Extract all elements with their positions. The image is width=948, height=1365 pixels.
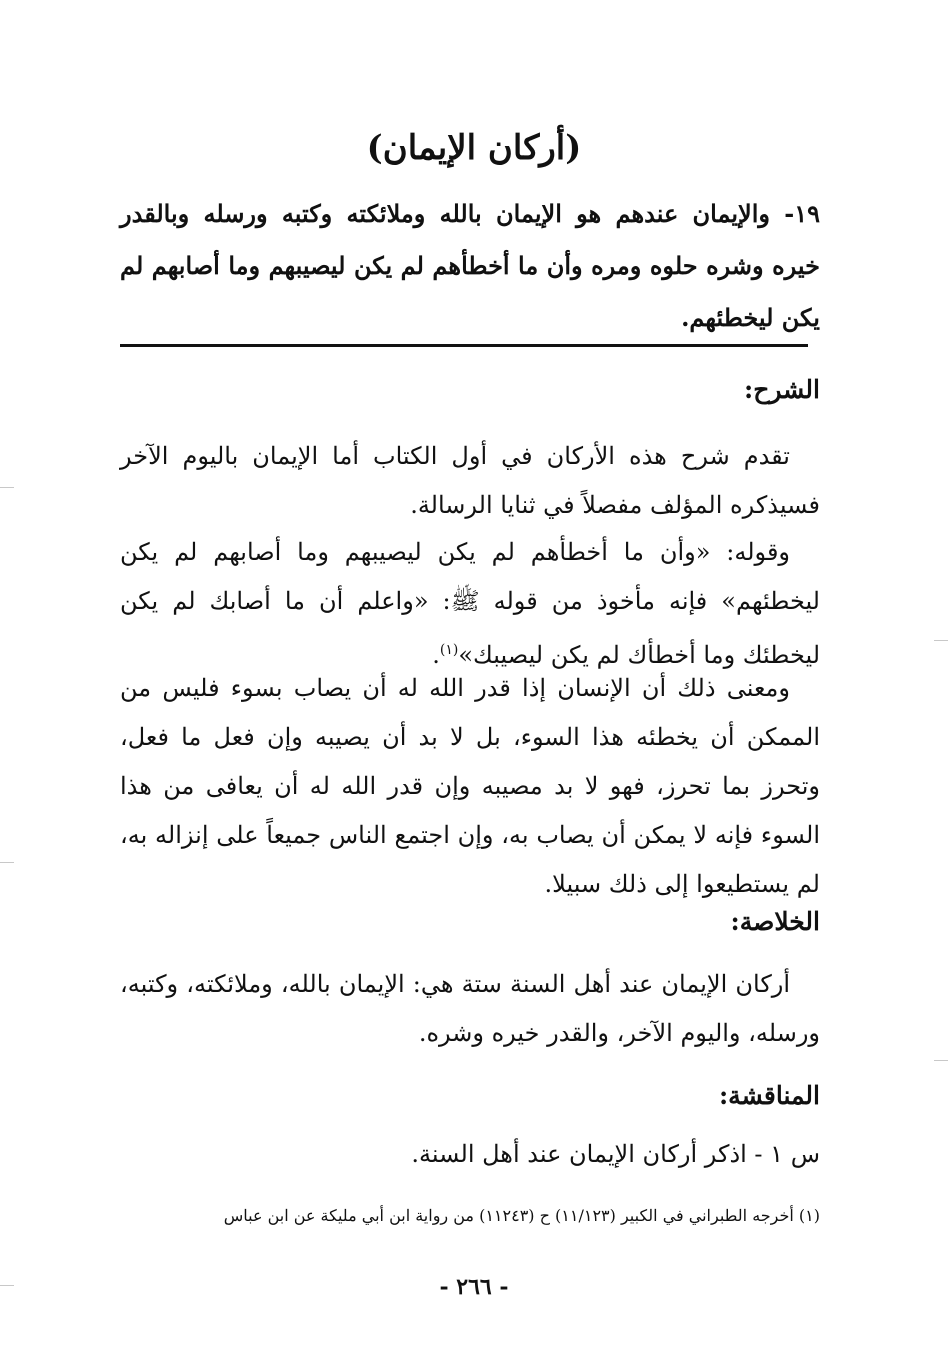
footnote: (١) أخرجه الطبراني في الكبير (١١/١٢٣) ح (١١٢٤٣) من رواية ابن أبي مليكة عن ابن عباس	[223, 1206, 820, 1225]
sharh-title: الشرح:	[743, 375, 820, 404]
main-text: ١٩- والإيمان عندهم هو الإيمان بالله وملائكته وكتبه ورسله وبالقدر خيره وشره حلوه ومره وأن ما أخطأهم لم يكن ليصيبهم وما أصابهم لم يكن ليخطئهم.	[120, 199, 820, 332]
khulasa-text: أركان الإيمان عند أهل السنة ستة هي: الإيمان بالله، وملائكته، وكتبه، ورسله، واليوم الآخر، والقدر خيره وشره.	[120, 970, 820, 1047]
munaqasha-question: س ١ - اذكر أركان الإيمان عند أهل السنة.	[411, 1140, 820, 1168]
sharh-paragraph-3	[120, 664, 820, 909]
sharh-paragraph-2	[120, 528, 820, 680]
sharh-paragraph-2-text: وقوله: «وأن ما أخطأهم لم يكن ليصيبهم وما أصابهم لم يكن ليخطئهم» فإنه مأخوذ من قوله ﷺ: «واعلم أن ما أصابك لم يكن ليخطئك وما أخطأك لم يكن ليصيبك»	[120, 538, 820, 669]
sharh-paragraph-2-end: .	[432, 641, 440, 669]
sharh-paragraph-1	[120, 432, 820, 530]
khulasa-title: الخلاصة:	[730, 907, 820, 936]
scan-edge-mark	[934, 640, 948, 641]
chapter-heading: (أركان الإيمان)	[366, 128, 582, 168]
sharh-paragraph-3-text: ومعنى ذلك أن الإنسان إذا قدر الله له أن يصاب بسوء فليس من الممكن أن يخطئه هذا السوء، بل لا بد أن يصيبه وإن فعل ما فعل، وتحرز بما تحرز، فهو لا بد مصيبه وإن قدر الله له أن يعافى من هذا السوء فإنه لا يمكن أن يصاب به، وإن اجتمع الناس جميعاً على إنزاله به، لم يستطيعوا إلى ذلك سبيلا.	[120, 674, 820, 898]
scan-edge-mark	[0, 862, 14, 863]
munaqasha-title: المناقشة:	[718, 1081, 820, 1110]
sharh-paragraph-1-text: تقدم شرح هذه الأركان في أول الكتاب أما الإيمان باليوم الآخر فسيذكره المؤلف مفصلاً في ثنايا الرسالة.	[120, 442, 820, 519]
scan-edge-mark	[934, 1060, 948, 1061]
khulasa-paragraph	[120, 960, 820, 1058]
page-number: - ٢٦٦ -	[439, 1274, 509, 1300]
footnote-reference: (١)	[439, 642, 459, 658]
scan-edge-mark	[0, 487, 14, 488]
scan-edge-mark	[0, 1285, 14, 1286]
separator-line	[120, 344, 808, 347]
